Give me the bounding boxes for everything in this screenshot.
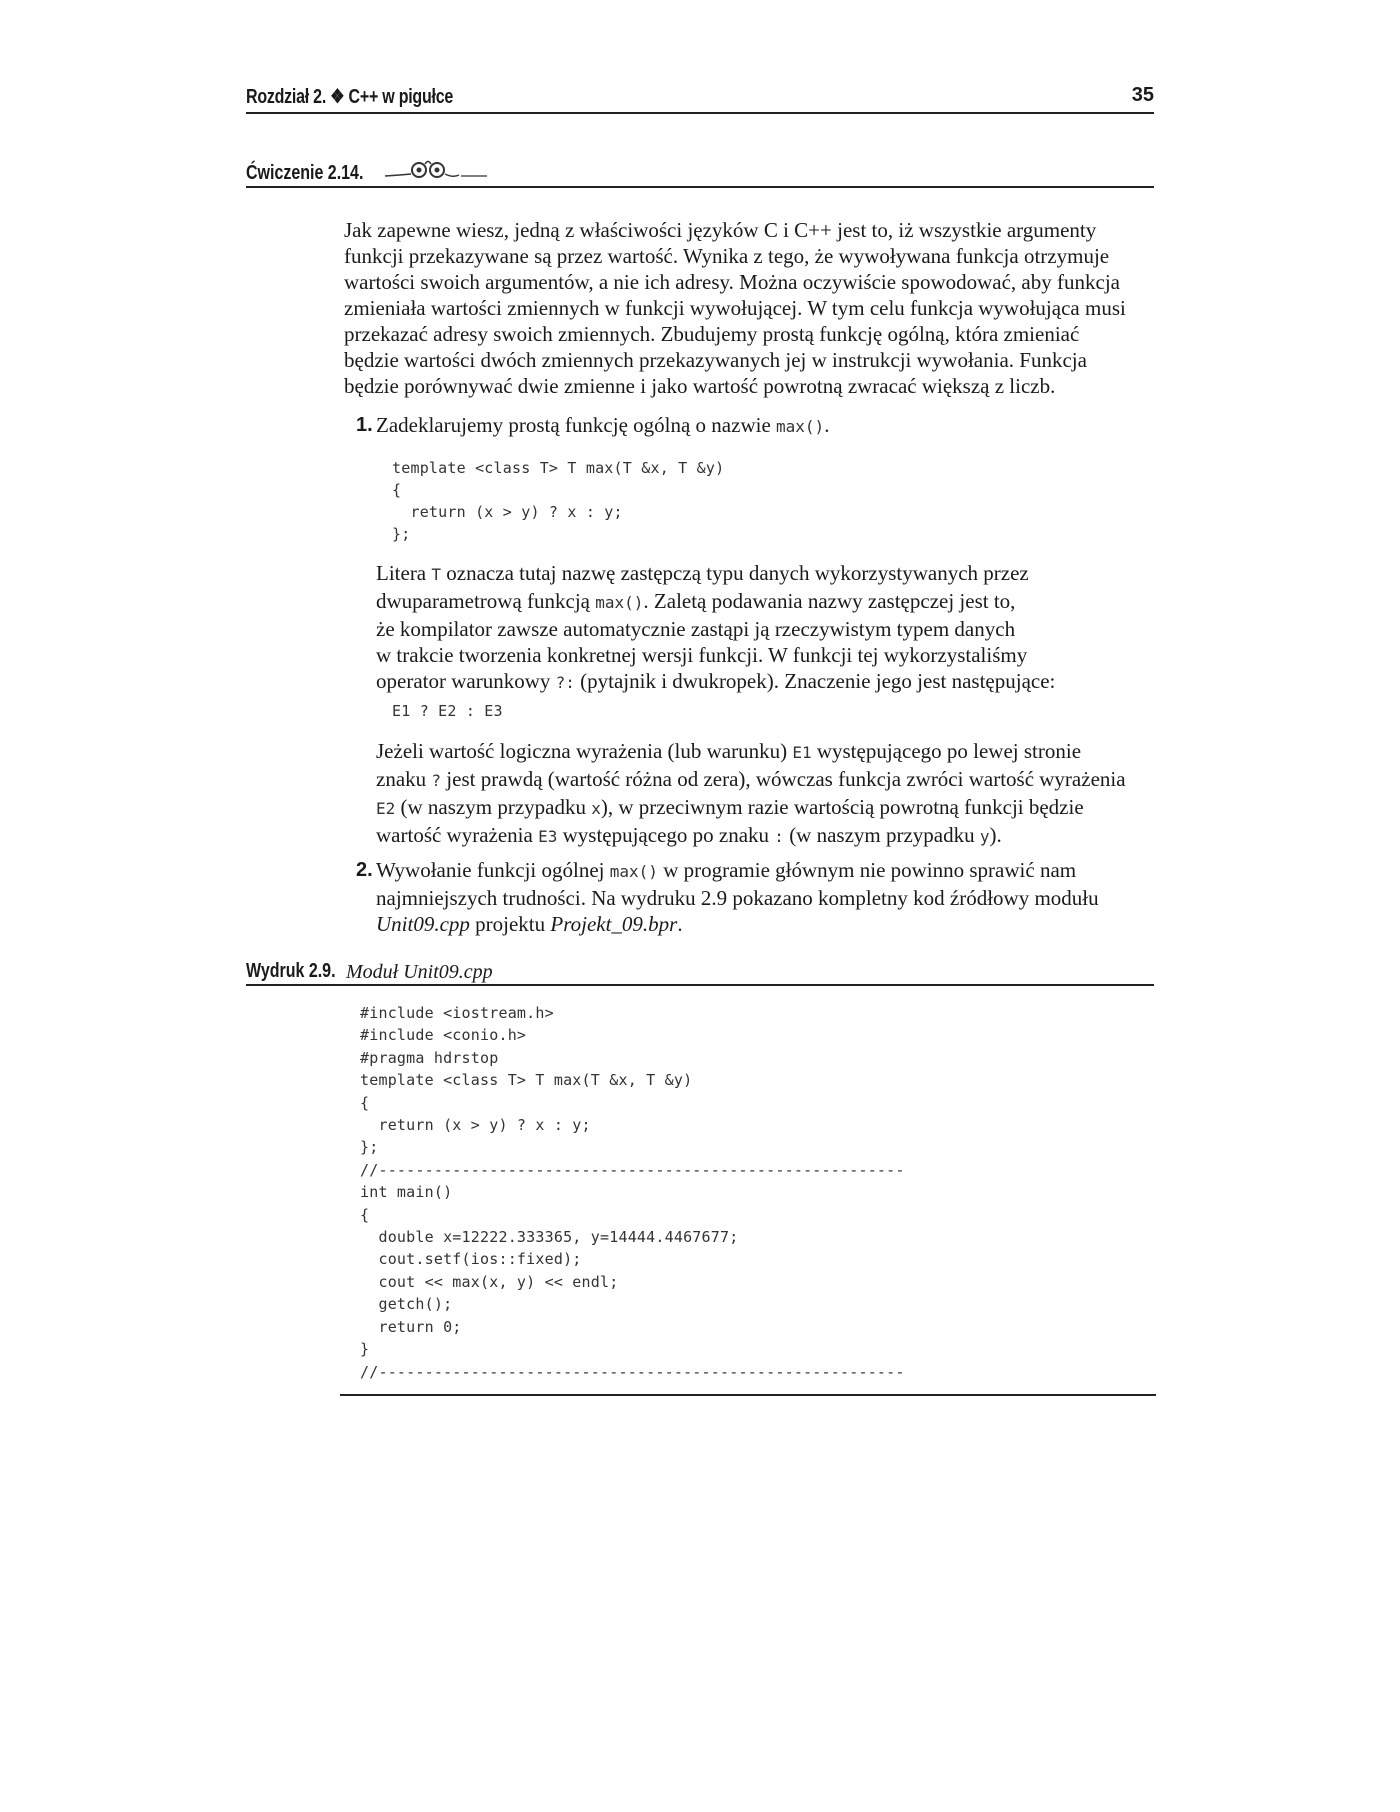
text-part: . <box>677 912 683 936</box>
inline-code: E1 <box>792 743 812 762</box>
step-text <box>376 412 1156 440</box>
code-line: getch(); <box>360 1295 453 1314</box>
listing-code <box>360 1002 905 1383</box>
code-line: #include <iostream.h> <box>360 1004 554 1022</box>
code-line: return (x > y) ? x : y; <box>392 503 623 521</box>
explanation-paragraph-1 <box>376 560 1156 696</box>
step-number: 1. <box>356 414 373 436</box>
code-line: }; <box>360 1138 379 1157</box>
text-line: wartości swoich argumentów, a nie ich adresy. Można oczywiście spowodować, aby funkcja <box>344 270 1120 294</box>
text-line: przekazać adresy swoich zmiennych. Zbudujemy prostą funkcję ogólną, która zmieniać <box>344 322 1080 346</box>
code-line: } <box>360 1340 370 1359</box>
exercise-heading <box>246 162 1154 188</box>
text-part: operator warunkowy <box>376 669 556 693</box>
code-line: { <box>392 481 402 499</box>
inline-code: T <box>431 565 442 584</box>
step-text-part: . <box>824 413 830 437</box>
text-part: oznacza tutaj nazwę zastępczą typu danych wykorzystywanych przez <box>441 561 1029 585</box>
code-line: template <class T> T max(T &x, T &y) <box>360 1071 693 1090</box>
text-part: dwuparametrową funkcją <box>376 589 596 613</box>
text-part: w programie głównym nie powinno sprawić nam <box>657 858 1077 882</box>
listing-heading <box>246 962 1154 986</box>
text-line: funkcji przekazywane są przez wartość. Wynika z tego, że wywoływana funkcja otrzymuje <box>344 244 1110 268</box>
text-line: będzie wartości dwóch zmiennych przekazywanych jej w instrukcji wywołania. Funkcja <box>344 348 1087 372</box>
step-text-part: Zadeklarujemy prostą funkcję ogólną o nazwie <box>376 413 777 437</box>
text-part: projektu <box>469 912 551 936</box>
text-part: występującego po lewej stronie <box>811 739 1082 763</box>
code-line: #pragma hdrstop <box>360 1048 499 1067</box>
code-line: return (x > y) ? x : y; <box>360 1116 591 1135</box>
text-line: że kompilator zawsze automatycznie zastąpi ją rzeczywistym typem danych <box>376 617 1016 641</box>
text-part: znaku <box>376 767 432 791</box>
file-name: Unit09.cpp <box>376 912 470 936</box>
text-part: ). <box>989 823 1002 847</box>
text-part: (pytajnik i dwukropek). Znaczenie jego jest następujące: <box>574 669 1056 693</box>
text-part: (w naszym przypadku <box>395 795 592 819</box>
code-line: template <class T> T max(T &x, T &y) <box>392 459 725 477</box>
text-line: w trakcie tworzenia konkretnej wersji funkcji. W funkcji tej wykorzystaliśmy <box>376 643 1028 667</box>
text-line: zmieniała wartości zmiennych w funkcji wywołującej. W tym celu funkcja wywołująca musi <box>344 296 1126 320</box>
text-part: Wywołanie funkcji ogólnej <box>376 858 610 882</box>
code-line: #include <conio.h> <box>360 1026 527 1045</box>
intro-paragraph <box>344 217 1156 399</box>
inline-code: max() <box>776 417 825 436</box>
code-line: { <box>360 1205 370 1224</box>
code-block-template <box>392 457 724 545</box>
text-part: ), w przeciwnym razie wartością powrotną funkcji będzie <box>600 795 1084 819</box>
inline-code: y <box>979 827 990 846</box>
code-line: //--------------------------------------------------------- <box>360 1362 905 1381</box>
explanation-paragraph-2 <box>376 738 1156 850</box>
text-part: (w naszym przypadku <box>783 823 980 847</box>
inline-code: max() <box>595 593 644 612</box>
code-line: cout << max(x, y) << endl; <box>360 1272 619 1291</box>
listing-end-rule <box>340 1394 1156 1396</box>
chapter-title: Rozdział 2. ❖ C++ w pigułce <box>246 86 454 108</box>
ornament-icon <box>381 156 491 184</box>
page-number: 35 <box>1131 84 1154 106</box>
listing-label: Wydruk 2.9. <box>246 960 336 982</box>
code-line: return 0; <box>360 1317 462 1336</box>
code-ternary: E1 ? E2 : E3 <box>392 702 503 720</box>
code-line: { <box>360 1093 370 1112</box>
inline-code: max() <box>609 862 658 881</box>
inline-code: ?: <box>555 673 575 692</box>
text-line: najmniejszych trudności. Na wydruku 2.9 pokazano kompletny kod źródłowy modułu <box>376 886 1099 910</box>
text-line: Jak zapewne wiesz, jedną z właściwości języków C i C++ jest to, iż wszystkie argumenty <box>344 218 1097 242</box>
text-part: występującego po znaku <box>557 823 775 847</box>
code-line: int main() <box>360 1183 453 1202</box>
code-line: double x=12222.333365, y=14444.4467677; <box>360 1228 739 1247</box>
inline-code: E3 <box>538 827 558 846</box>
inline-code: : <box>774 827 784 846</box>
text-part: Litera <box>376 561 432 585</box>
text-line: będzie porównywać dwie zmienne i jako wartość powrotną zwracać większą z liczb. <box>344 374 1056 398</box>
step-number: 2. <box>356 859 373 881</box>
running-header <box>246 84 1154 114</box>
code-line: }; <box>392 525 411 543</box>
inline-code: x <box>591 799 601 818</box>
text-part: Jeżeli wartość logiczna wyrażenia (lub warunku) <box>376 739 793 763</box>
exercise-title: Ćwiczenie 2.14. <box>246 162 364 184</box>
code-line: cout.setf(ios::fixed); <box>360 1250 582 1269</box>
inline-code: E2 <box>376 799 396 818</box>
inline-code: ? <box>431 771 442 790</box>
text-part: jest prawdą (wartość różna od zera), wówczas funkcja zwróci wartość wyrażenia <box>441 767 1126 791</box>
listing-caption: Moduł Unit09.cpp <box>346 961 493 983</box>
project-name: Projekt_09.bpr <box>550 912 678 936</box>
step-text <box>376 857 1156 937</box>
code-line: //--------------------------------------------------------- <box>360 1160 905 1179</box>
text-part: wartość wyrażenia <box>376 823 539 847</box>
text-part: . Zaletą podawania nazwy zastępczej jest to, <box>643 589 1016 613</box>
